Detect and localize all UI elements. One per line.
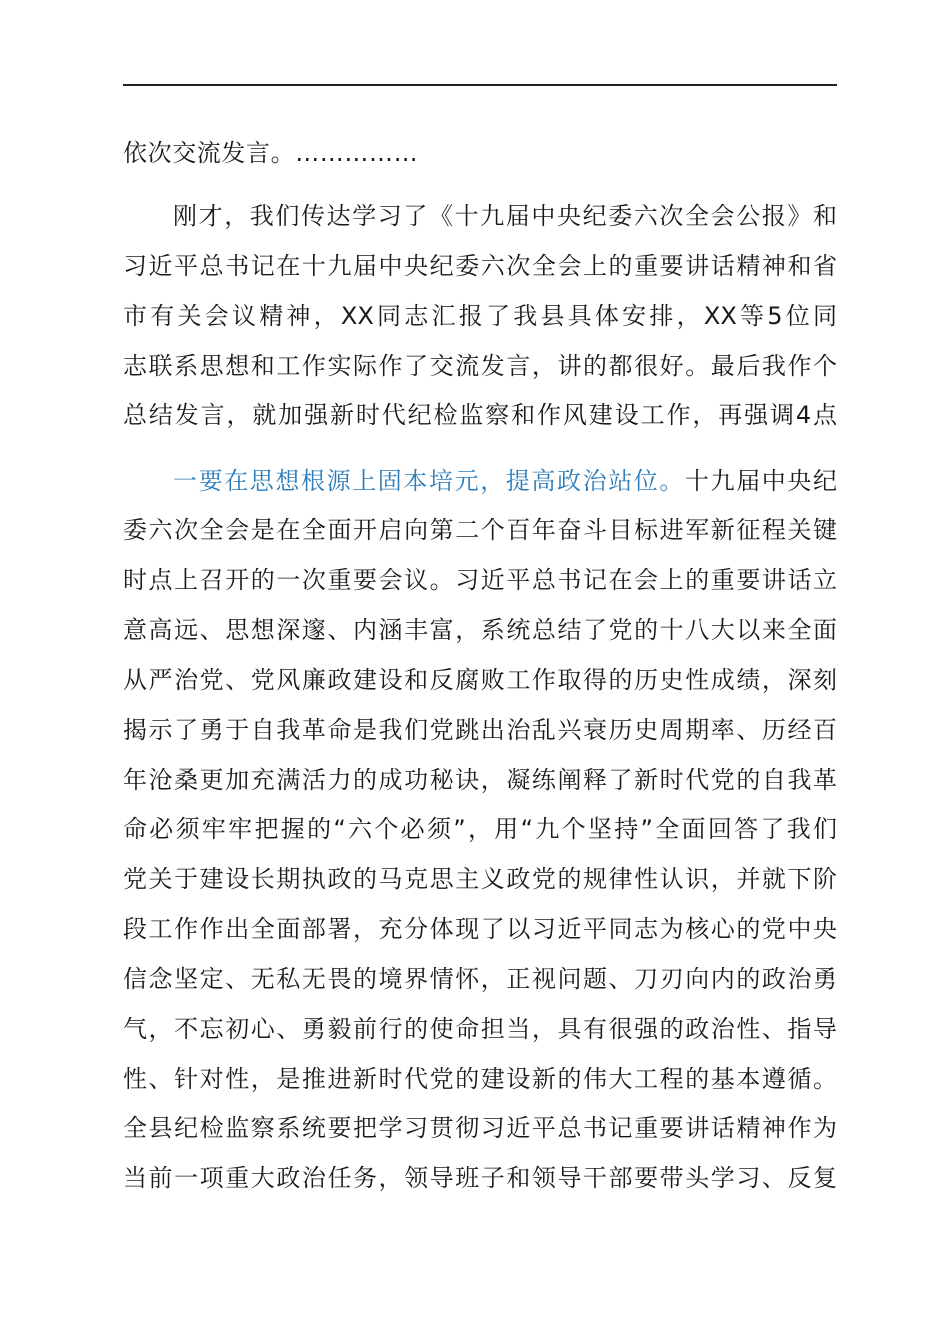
paragraph-2-line-10: 段工作作出全面部署，充分体现了以习近平同志为核心的党中央 <box>123 915 837 943</box>
paragraph-1-line-2: 习近平总书记在十九届中央纪委六次全会上的重要讲话精神和省 <box>123 252 837 280</box>
paragraph-2-line-1 <box>123 464 837 498</box>
paragraph-1-line-5: 总结发言，就加强新时代纪检监察和作风建设工作，再强调4点 <box>123 401 837 429</box>
paragraph-2-line-12: 气，不忘初心、勇毅前行的使命担当，具有很强的政治性、指导 <box>123 1015 837 1043</box>
paragraph-2-line-3: 时点上召开的一次重要会议。习近平总书记在会上的重要讲话立 <box>123 566 837 594</box>
paragraph-2-line-5: 从严治党、党风廉政建设和反腐败工作取得的历史性成绩，深刻 <box>123 666 837 694</box>
paragraph-2-line-9: 党关于建设长期执政的马克思主义政党的规律性认识，并就下阶 <box>123 865 837 893</box>
heading-line-rest: 十九届中央纪 <box>685 467 837 495</box>
header-rule <box>123 84 837 86</box>
paragraph-1-line-1: 刚才，我们传达学习了《十九届中央纪委六次全会公报》和 <box>173 202 837 230</box>
paragraph-2-line-7: 年沧桑更加充满活力的成功秘诀，凝练阐释了新时代党的自我革 <box>123 766 837 794</box>
continuation-line: 依次交流发言。…………… <box>123 139 419 167</box>
paragraph-2-line-15: 当前一项重大政治任务，领导班子和领导干部要带头学习、反复 <box>123 1164 837 1192</box>
paragraph-2-line-2: 委六次全会是在全面开启向第二个百年奋斗目标进军新征程关键 <box>123 516 837 544</box>
paragraph-2-line-6: 揭示了勇于自我革命是我们党跳出治乱兴衰历史周期率、历经百 <box>123 716 837 744</box>
paragraph-2-line-11: 信念坚定、无私无畏的境界情怀，正视问题、刀刃向内的政治勇 <box>123 965 837 993</box>
paragraph-2-line-14: 全县纪检监察系统要把学习贯彻习近平总书记重要讲话精神作为 <box>123 1114 837 1142</box>
paragraph-1-line-4: 志联系思想和工作实际作了交流发言，讲的都很好。最后我作个 <box>123 352 837 380</box>
section-heading: 一要在思想根源上固本培元，提高政治站位。 <box>173 467 685 495</box>
paragraph-2-line-8: 命必须牢牢把握的“六个必须”，用“九个坚持”全面回答了我们 <box>123 815 837 843</box>
paragraph-2-line-13: 性、针对性，是推进新时代党的建设新的伟大工程的基本遵循。 <box>123 1065 837 1093</box>
paragraph-1-line-3: 市有关会议精神，XX同志汇报了我县具体安排，XX等5位同 <box>123 302 837 330</box>
paragraph-2-line-4: 意高远、思想深邃、内涵丰富，系统总结了党的十八大以来全面 <box>123 616 837 644</box>
